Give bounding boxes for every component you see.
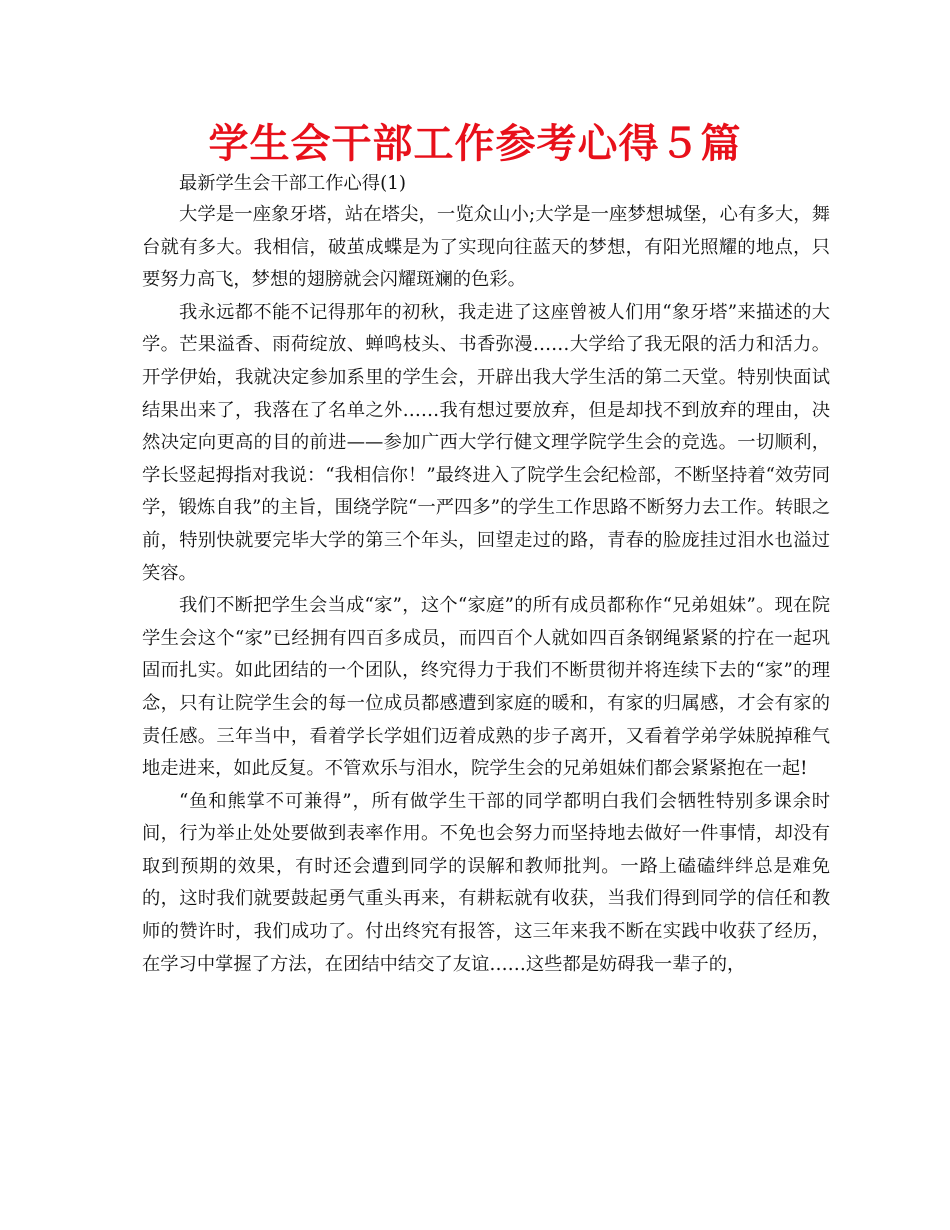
document-body xyxy=(142,168,830,981)
paragraph-4: “鱼和熊掌不可兼得”，所有做学生干部的同学都明白我们会牺牲特别多课余时间，行为举止处处要做到表率作用。不免也会努力而坚持地去做好一件事情，却没有取到预期的效果，有时还会遭到同学的误解和教师批判。一路上磕磕绊绊总是难免的，这时我们就要鼓起勇气重头再来，有耕耘就有收获，当我们得到同学的信任和教师的赞许时，我们成功了。付出终究有报答，这三年来我不断在实践中收获了经历，在学习中掌握了方法，在团结中结交了友谊……这些都是妨碍我一辈子的， xyxy=(142,790,830,975)
paragraph-2: 我永远都不能不记得那年的初秋，我走进了这座曾被人们用“象牙塔”来描述的大学。芒果溢香、雨荷绽放、蝉鸣枝头、书香弥漫……大学给了我无限的活力和活力。开学伊始，我就决定参加系里的学生会，开辟出我大学生活的第二天堂。特别快面试结果出来了，我落在了名单之外……我有想过要放弃，但是却找不到放弃的理由，决然决定向更高的目的前进——参加广西大学行健文理学院学生会的竞选。一切顺利，学长竖起拇指对我说：“我相信你！”最终进入了院学生会纪检部，不断坚持着“效劳同学，锻炼自我”的主旨，围绕学院“一严四多”的学生工作思路不断努力去工作。转眼之前，特别快就要完毕大学的第三个年头，回望走过的路，青春的脸庞挂过泪水也溢过笑容。 xyxy=(142,301,830,584)
paragraph-1: 大学是一座象牙塔，站在塔尖，一览众山小;大学是一座梦想城堡，心有多大，舞台就有多大。我相信，破茧成蝶是为了实现向往蓝天的梦想，有阳光照耀的地点，只要努力高飞，梦想的翅膀就会闪耀斑斓的色彩。 xyxy=(142,204,830,291)
document-title: 学生会干部工作参考心得５篇 xyxy=(208,121,742,167)
paragraph-3: 我们不断把学生会当成“家”，这个“家庭”的所有成员都称作“兄弟姐妹”。现在院学生会这个“家”已经拥有四百多成员，而四百个人就如四百条钢绳紧紧的拧在一起巩固而扎实。如此团结的一个团队，终究得力于我们不断贯彻并将连续下去的“家”的理念，只有让院学生会的每一位成员都感遭到家庭的暖和，有家的归属感，才会有家的责任感。三年当中，看着学长学姐们迈着成熟的步子离开，又看着学弟学妹脱掉稚气地走进来，如此反复。不管欢乐与泪水，院学生会的兄弟姐妹们都会紧紧抱在一起! xyxy=(142,595,830,780)
section-subtitle: 最新学生会干部工作心得(1) xyxy=(179,173,406,194)
